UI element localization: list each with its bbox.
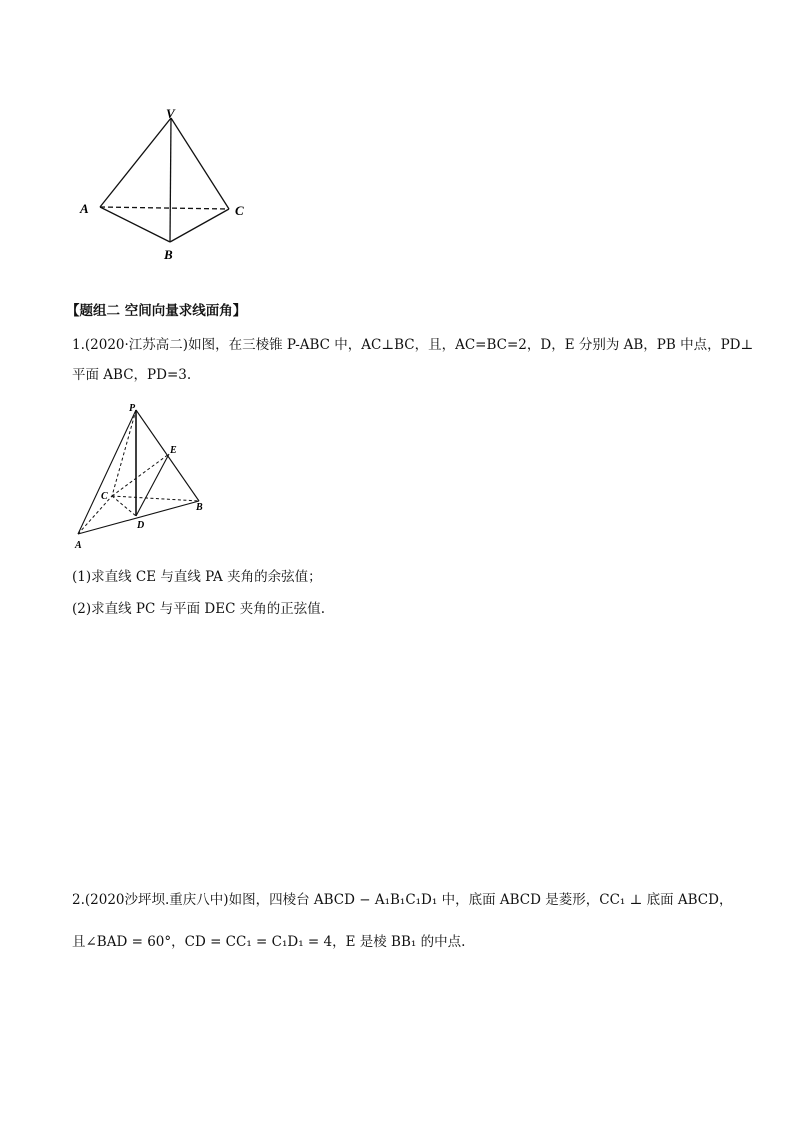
problem1-line1 [72,336,753,354]
problem2-line2: 且∠BAD = 60°，CD = CC₁ = C₁D₁ = 4，E 是棱 BB₁ 的中点. [72,934,466,950]
problem2-number: 2 [72,892,81,908]
segment-ce-hidden [112,454,169,496]
edge-bc [170,209,229,242]
pyramid-figure [68,398,218,553]
edge-ab [100,207,170,242]
label-p: P [129,403,136,414]
problem1-number: 1 [72,337,81,353]
label-e: E [170,445,177,456]
segment-de [136,454,169,516]
problem2-text-line1: .(2020沙坪坝.重庆八中)如图，四棱台 ABCD − A₁B₁C₁D₁ 中，底面 ABCD 是菱形，CC₁ ⊥ 底面 ABCD， [80,892,733,908]
edge-vb [170,118,171,242]
problem1-line2: 平面 ABC，PD=3. [72,367,192,383]
segment-cd-hidden [112,496,136,516]
label-b: B [164,247,173,262]
problem1-text-line1: .(2020·江苏高二)如图，在三棱锥 P-ABC 中，AC⊥BC，且，AC=BC=2，D，E 分别为 AB，PB 中点，PD⊥ [80,337,754,353]
label-a: A [80,201,89,216]
edge-vc [171,118,229,209]
tetrahedron-figure [70,100,260,270]
label-a: A [75,540,82,551]
label-c: C [101,491,108,502]
section-heading: 【题组二 空间向量求线面角】 [66,303,247,319]
label-c: C [235,203,244,218]
label-v: V [166,106,175,121]
label-b: B [196,502,203,513]
edge-va [100,118,171,207]
edge-pa [78,410,136,534]
edge-cb-hidden [112,496,199,501]
problem2-line1 [72,891,732,909]
problem1-question1: (1)求直线 CE 与直线 PA 夹角的余弦值； [72,569,322,585]
label-d: D [137,520,145,531]
edge-ac-hidden [100,207,229,209]
problem1-question2: (2)求直线 PC 与平面 DEC 夹角的正弦值. [72,601,325,617]
